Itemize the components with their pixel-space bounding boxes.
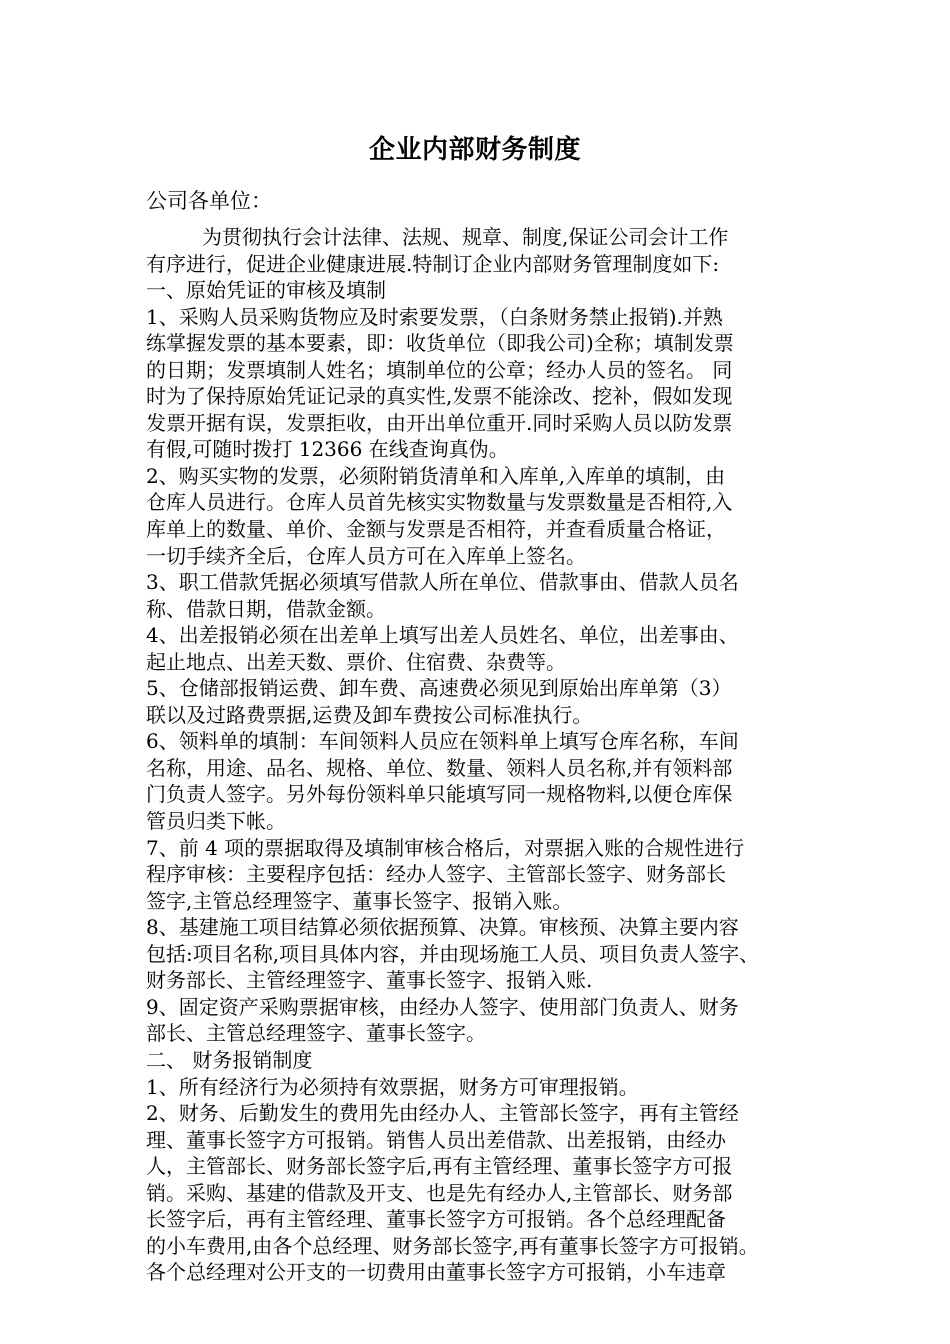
document-body <box>146 224 824 1286</box>
text-line: 有序进行，促进企业健康进展.特制订企业内部财务管理制度如下: <box>146 251 720 276</box>
text-line: 2、财务、后勤发生的费用先由经办人、主管部长签字，再有主管经 <box>146 1101 739 1126</box>
text-line: 理、董事长签字方可报销。销售人员出差借款、出差报销，由经办 <box>146 1127 726 1152</box>
text-line: 人，主管部长、财务部长签字后,再有主管经理、董事长签字方可报 <box>146 1154 733 1179</box>
text-line: 1、所有经济行为必须持有效票据，财务方可审理报销。 <box>146 1074 639 1099</box>
text-line: 为贯彻执行会计法律、法规、规章、制度,保证公司会计工作 <box>202 225 729 249</box>
text-line: 2、购买实物的发票，必须附销货清单和入库单,入库单的填制，由 <box>146 463 726 488</box>
text-line: 程序审核：主要程序包括：经办人签字、主管部长签字、财务部长 <box>146 862 726 887</box>
text-line: 称、借款日期，借款金额。 <box>146 596 386 621</box>
text-line: 的小车费用,由各个总经理、财务部长签字,再有董事长签字方可报销。 <box>146 1233 759 1258</box>
text-line: 部长、主管总经理签字、董事长签字。 <box>146 1021 486 1046</box>
salutation: 公司各单位： <box>146 189 272 213</box>
text-line: 库单上的数量、单价、金额与发票是否相符，并查看质量合格证， <box>146 517 726 542</box>
text-line: 财务部长、主管经理签字、董事长签字、报销入账. <box>146 968 593 993</box>
text-line: 时为了保持原始凭证记录的真实性,发票不能涂改、挖补，假如发现 <box>146 384 733 409</box>
text-line: 发票开据有误，发票拒收，由开出单位重开.同时采购人员以防发票 <box>146 410 733 435</box>
text-line: 6、领料单的填制：车间领料人员应在领料单上填写仓库名称，车间 <box>146 729 739 754</box>
text-line: 各个总经理对公开支的一切费用由董事长签字方可报销，小车违章 <box>146 1260 726 1285</box>
text-line: 仓库人员进行。仓库人员首先核实实物数量与发票数量是否相符,入 <box>146 490 733 515</box>
text-line: 有假,可随时拨打 12366 在线查询真伪。 <box>146 437 509 462</box>
text-line: 8、基建施工项目结算必须依据预算、决算。审核预、决算主要内容 <box>146 915 739 940</box>
text-line: 4、出差报销必须在出差单上填写出差人员姓名、单位，出差事由、 <box>146 623 739 648</box>
section-heading: 二、 财务报销制度 <box>146 1047 313 1072</box>
text-line: 7、前 4 项的票据取得及填制审核合格后，对票据入账的合规性进行 <box>146 835 745 860</box>
text-line: 练掌握发票的基本要素，即：收货单位（即我公司)全称；填制发票 <box>146 331 734 356</box>
section-heading: 一、原始凭证的审核及填制 <box>146 278 386 303</box>
text-line: 5、仓储部报销运费、卸车费、高速费必须见到原始出库单第（3） <box>146 676 732 701</box>
text-line: 销。采购、基建的借款及开支、也是先有经办人,主管部长、财务部 <box>146 1180 733 1205</box>
text-line: 签字,主管总经理签字、董事长签字、报销入账。 <box>146 888 573 913</box>
text-line: 一切手续齐全后，仓库人员方可在入库单上签名。 <box>146 543 586 568</box>
text-line: 3、职工借款凭据必须填写借款人所在单位、借款事由、借款人员名 <box>146 570 739 595</box>
text-line: 名称，用途、品名、规格、单位、数量、领料人员名称,并有领料部 <box>146 755 733 780</box>
text-line: 联以及过路费票据,运费及卸车费按公司标准执行。 <box>146 702 593 727</box>
text-line: 管员归类下帐。 <box>146 809 286 834</box>
document-title: 企业内部财务制度 <box>368 135 581 165</box>
text-line: 的日期；发票填制人姓名；填制单位的公章；经办人员的签名。 同 <box>146 357 733 382</box>
text-line: 门负责人签字。另外每份领料单只能填写同一规格物料,以便仓库保 <box>146 782 733 807</box>
text-line: 1、采购人员采购货物应及时索要发票，（白条财务禁止报销).并熟 <box>146 304 723 329</box>
text-line: 起止地点、出差天数、票价、住宿费、杂费等。 <box>146 649 566 674</box>
text-line: 9、固定资产采购票据审核，由经办人签字、使用部门负责人、财务 <box>146 994 739 1019</box>
text-line: 包括:项目名称,项目具体内容，并由现场施工人员、项目负责人签字、 <box>146 941 760 966</box>
text-line: 长签字后，再有主管经理、董事长签字方可报销。各个总经理配备 <box>146 1207 726 1232</box>
